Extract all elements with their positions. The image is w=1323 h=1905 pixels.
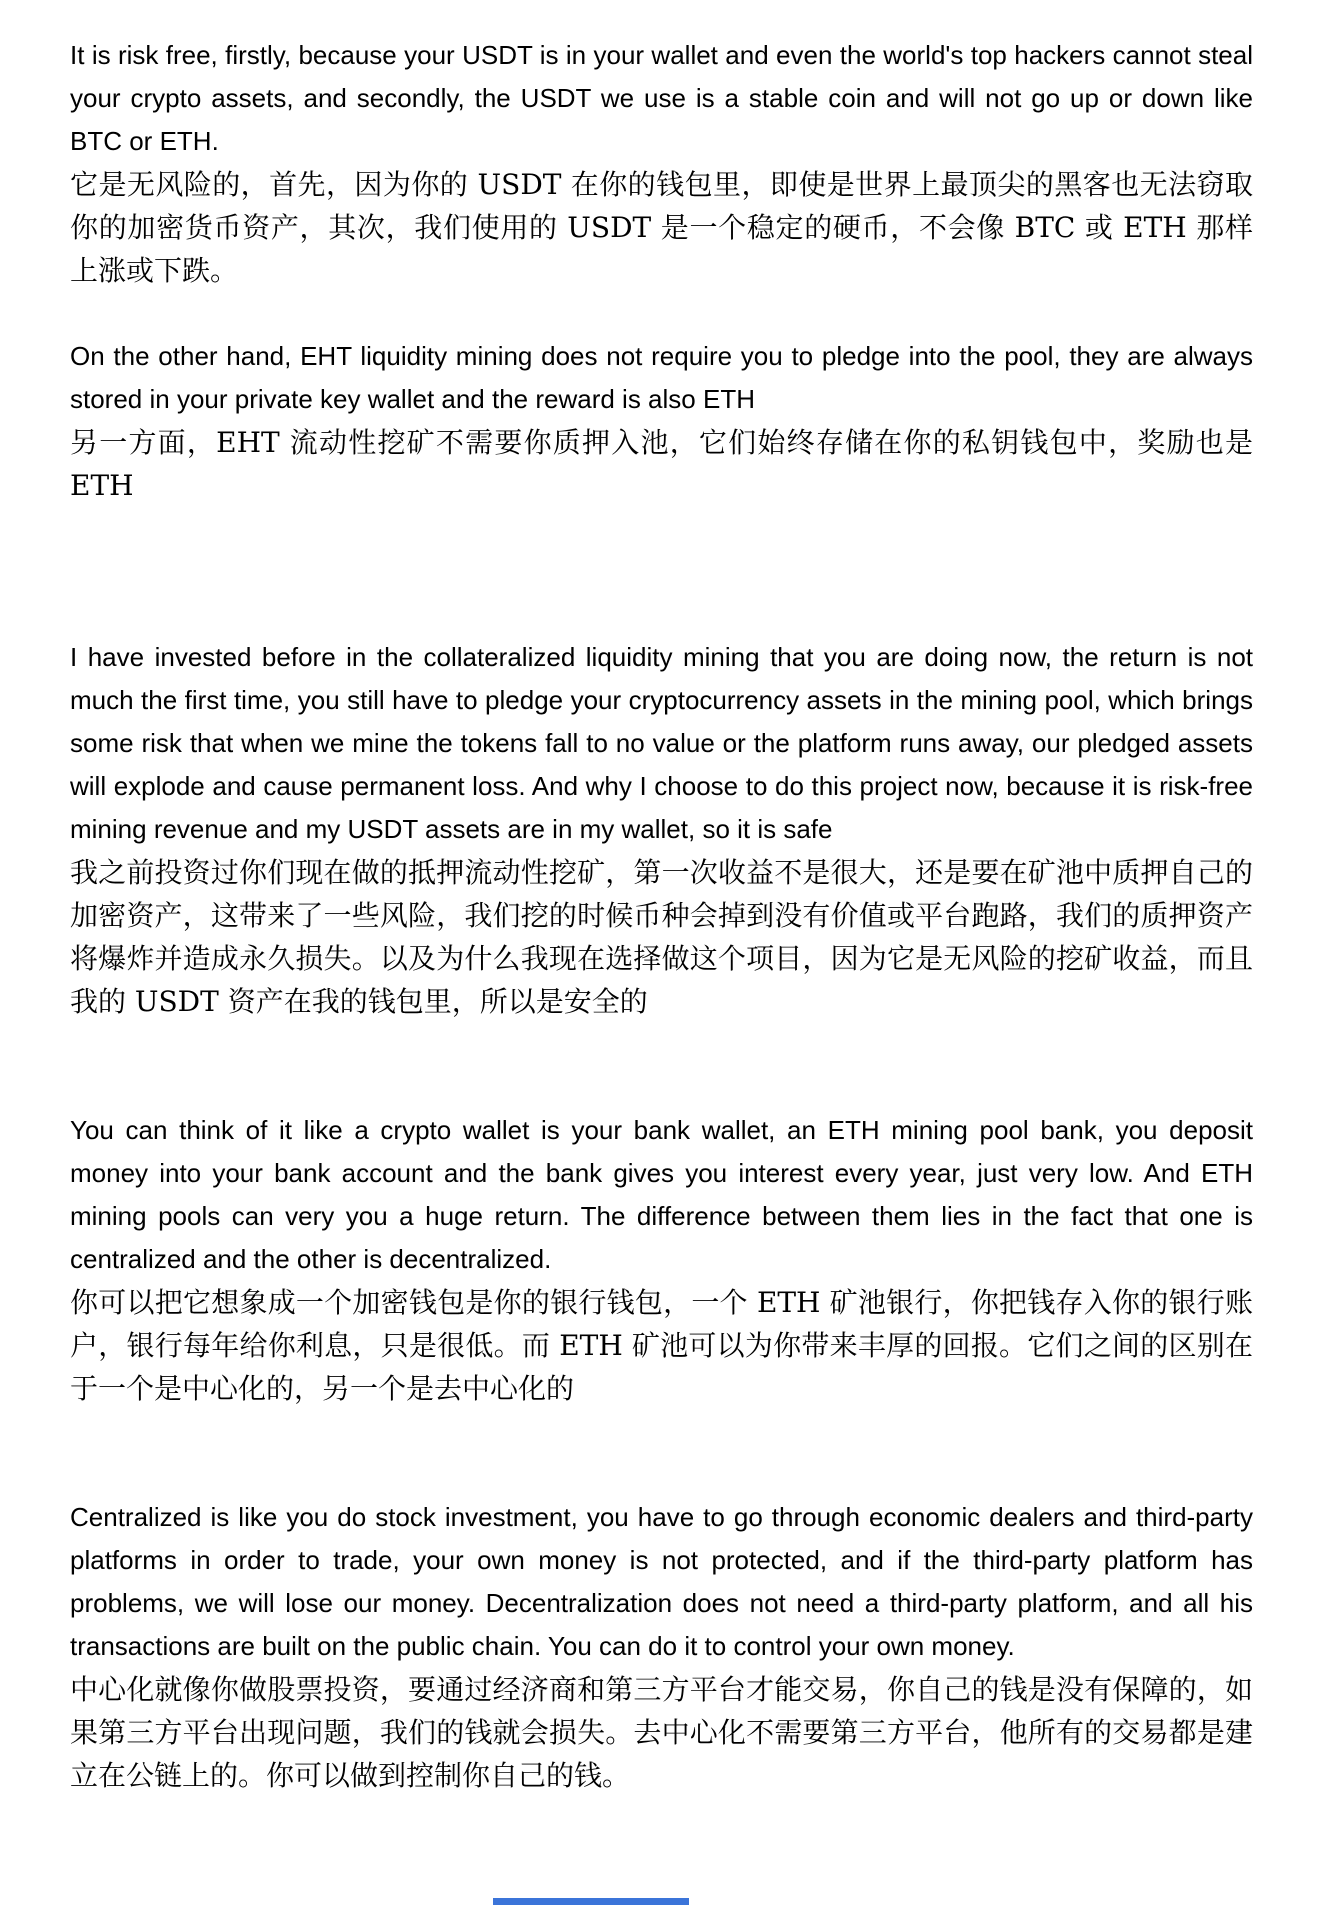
- paragraph-english-text: Centralized is like you do stock investment, you have to go through economic dealers and third-party platforms in order to trade, your own money is not protected, and if the third-party platform has problems, we will lose our money. Decentralization does not need a third-party platform, and all his transactions are built on the public chain. You can do it to control your own money.: [70, 1502, 1253, 1661]
- paragraph-english-text: On the other hand, EHT liquidity mining does not require you to pledge into the pool, they are always stored in your private key wallet and the reward is also ETH: [70, 341, 1253, 414]
- paragraph-eht-liquidity: [70, 335, 1253, 507]
- paragraph-bank-analogy: [70, 1109, 1253, 1410]
- paragraph-chinese-text: 另一方面，EHT 流动性挖矿不需要你质押入池，它们始终存储在你的私钥钱包中，奖励也是 ETH: [70, 426, 1253, 502]
- paragraph-chinese-text: 中心化就像你做股票投资，要通过经济商和第三方平台才能交易，你自己的钱是没有保障的，如果第三方平台出现问题，我们的钱就会损失。去中心化不需要第三方平台，他所有的交易都是建立在公链上的。你可以做到控制你自己的钱。: [70, 1673, 1253, 1792]
- selection-highlight-bar: [493, 1898, 689, 1905]
- paragraph-chinese-text: 我之前投资过你们现在做的抵押流动性挖矿，第一次收益不是很大，还是要在矿池中质押自己的加密资产，这带来了一些风险，我们挖的时候币种会掉到没有价值或平台跑路，我们的质押资产将爆炸并造成永久损失。以及为什么我现在选择做这个项目，因为它是无风险的挖矿收益，而且我的 USDT 资产在我的钱包里，所以是安全的: [70, 856, 1253, 1018]
- paragraph-english-text: It is risk free, firstly, because your USDT is in your wallet and even the world's top hackers cannot steal your crypto assets, and secondly, the USDT we use is a stable coin and will not go up or down like BTC or ETH.: [70, 40, 1253, 156]
- paragraph-english-text: You can think of it like a crypto wallet is your bank wallet, an ETH mining pool bank, you deposit money into your bank account and the bank gives you interest every year, just very low. And ETH mining pools can very you a huge return. The difference between them lies in the fact that one is centralized and the other is decentralized.: [70, 1115, 1253, 1274]
- paragraph-chinese-text: 它是无风险的，首先，因为你的 USDT 在你的钱包里，即使是世界上最顶尖的黑客也无法窃取你的加密货币资产，其次，我们使用的 USDT 是一个稳定的硬币，不会像 BTC 或 ETH 那样上涨或下跌。: [70, 168, 1253, 287]
- paragraph-risk-free: [70, 34, 1253, 292]
- paragraph-centralized-vs-decentralized: [70, 1496, 1253, 1797]
- paragraph-chinese-text: 你可以把它想象成一个加密钱包是你的银行钱包，一个 ETH 矿池银行，你把钱存入你的银行账户，银行每年给你利息，只是很低。而 ETH 矿池可以为你带来丰厚的回报。它们之间的区别在于一个是中心化的，另一个是去中心化的: [70, 1286, 1253, 1405]
- paragraph-english-text: I have invested before in the collateralized liquidity mining that you are doing now, the return is not much the first time, you still have to pledge your cryptocurrency assets in the mining pool, which brings some risk that when we mine the tokens fall to no value or the platform runs away, our pledged assets will explode and cause permanent loss. And why I choose to do this project now, because it is risk-free mining revenue and my USDT assets are in my wallet, so it is safe: [70, 642, 1253, 844]
- paragraph-invested-before: [70, 636, 1253, 1023]
